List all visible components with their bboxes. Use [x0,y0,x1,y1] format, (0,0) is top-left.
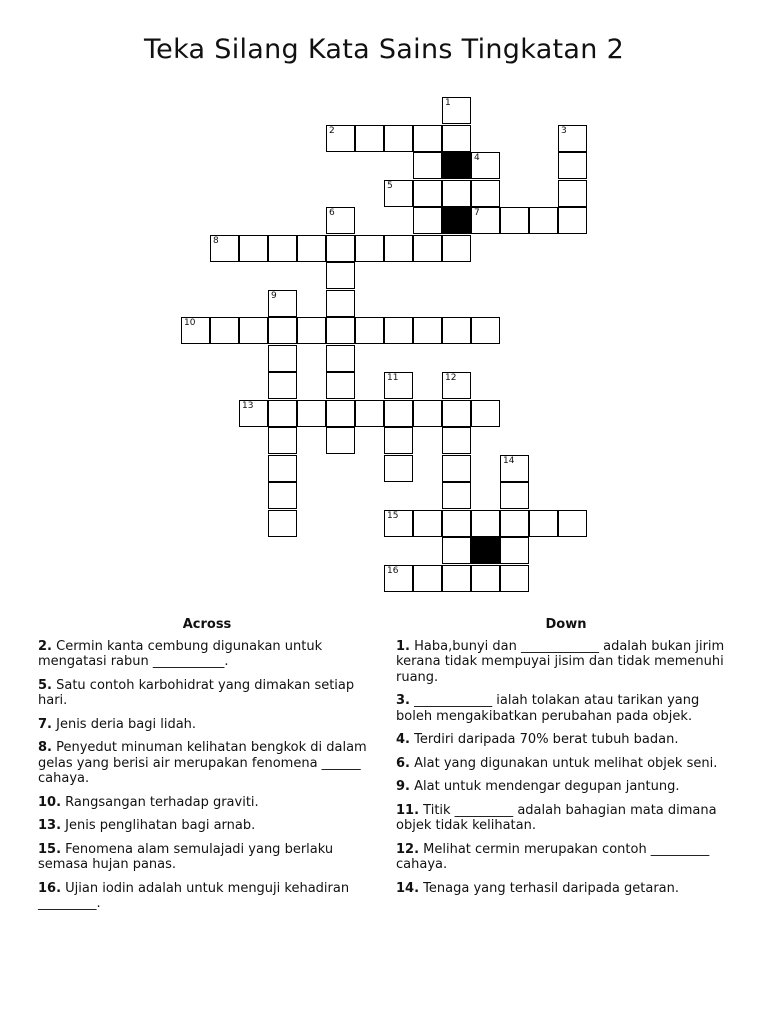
clue-number: 3 [561,126,567,136]
across-clue [38,818,376,834]
grid-cell[interactable] [326,290,355,317]
clue-number-label: 6. [396,755,410,771]
clue-number-label: 3. [396,693,410,708]
grid-cell[interactable] [268,345,297,372]
clue-number-label: 1. [396,638,410,654]
across-clue [38,795,376,811]
puzzle-title: Teka Silang Kata Sains Tingkatan 2 [143,34,625,65]
grid-cell[interactable] [268,510,297,537]
down-clue [396,639,736,686]
clue-text: Tenaga yang terhasil daripada getaran. [419,880,680,896]
down-clue [396,779,736,795]
across-clues [38,617,376,920]
grid-cell[interactable] [413,565,442,592]
down-heading: Down [545,617,587,632]
clue-text: Alat yang digunakan untuk melihat objek seni. [409,755,718,771]
grid-cell[interactable] [355,400,384,427]
grid-cell[interactable] [326,427,355,454]
grid-cell[interactable] [384,427,413,454]
clue-number-label: 8. [38,740,52,755]
clue-number: 6 [329,208,335,218]
grid-cell[interactable] [500,455,529,482]
across-clue [38,842,376,873]
grid-cell[interactable] [384,180,413,207]
clue-number: 13 [242,401,254,411]
clue-number: 8 [213,236,219,246]
grid-cell[interactable] [326,207,355,234]
grid-cell[interactable] [442,537,471,564]
grid-cell[interactable] [471,317,500,344]
grid-cell[interactable] [210,235,239,262]
grid-cell[interactable] [268,482,297,509]
grid-cell[interactable] [471,180,500,207]
grid-cell[interactable] [471,152,500,179]
down-clues [396,617,736,904]
clue-number-label: 15. [38,841,62,857]
grid-cell[interactable] [442,510,471,537]
grid-cell[interactable] [268,400,297,427]
grid-cell[interactable] [471,510,500,537]
grid-cell[interactable] [239,235,268,262]
clue-number: 15 [387,511,399,521]
grid-cell[interactable] [413,152,442,179]
clue-number: 11 [387,373,399,383]
grid-cell[interactable] [442,482,471,509]
down-clue [396,803,736,834]
across-clue-list [38,639,376,912]
grid-cell[interactable] [326,235,355,262]
clue-number-label: 16. [38,880,62,896]
down-clue [396,756,736,772]
clue-number: 5 [387,181,393,191]
grid-cell[interactable] [500,537,529,564]
grid-cell[interactable] [413,207,442,234]
grid-cell[interactable] [500,510,529,537]
grid-cell[interactable] [326,400,355,427]
grid-cell[interactable] [442,427,471,454]
grid-cell[interactable] [268,455,297,482]
grid-cell[interactable] [558,207,587,234]
grid-cell[interactable] [384,125,413,152]
clue-number: 10 [184,318,196,328]
clue-number-label: 4. [396,732,410,747]
down-clue [396,693,736,724]
grid-cell[interactable] [558,180,587,207]
grid-cell[interactable] [500,482,529,509]
grid-cell[interactable] [442,565,471,592]
grid-cell[interactable] [442,125,471,152]
across-clue [38,639,376,670]
black-cell [471,537,500,564]
grid-cell[interactable] [442,97,471,124]
grid-cell[interactable] [384,400,413,427]
grid-cell[interactable] [326,262,355,289]
grid-cell[interactable] [413,317,442,344]
grid-cell[interactable] [384,317,413,344]
clue-number: 2 [329,126,335,136]
clue-text: Jenis penglihatan bagi arnab. [61,818,256,833]
clue-text: Cermin kanta cembung digunakan untuk mengatasi rabun ___________. [38,638,323,669]
grid-cell[interactable] [500,565,529,592]
grid-cell[interactable] [384,510,413,537]
grid-cell[interactable] [384,455,413,482]
across-clue [38,678,376,709]
clue-number-label: 7. [38,716,52,732]
black-cell [442,207,471,234]
grid-cell[interactable] [500,207,529,234]
across-clue [38,881,376,912]
grid-cell[interactable] [326,372,355,399]
down-clue [396,842,736,873]
grid-cell[interactable] [384,235,413,262]
grid-cell[interactable] [558,125,587,152]
clue-number: 1 [445,98,451,108]
black-cell [442,152,471,179]
across-heading: Across [182,617,232,632]
grid-cell[interactable] [471,207,500,234]
grid-cell[interactable] [355,235,384,262]
grid-cell[interactable] [297,235,326,262]
grid-cell[interactable] [442,317,471,344]
clue-text: Jenis deria bagi lidah. [51,716,197,732]
grid-cell[interactable] [413,400,442,427]
grid-cell[interactable] [558,510,587,537]
clue-number: 12 [445,373,457,383]
grid-cell[interactable] [268,372,297,399]
grid-cell[interactable] [239,317,268,344]
grid-cell[interactable] [413,125,442,152]
clue-number-label: 14. [396,880,420,896]
clue-number: 4 [474,153,480,163]
grid-cell[interactable] [268,317,297,344]
grid-cell[interactable] [442,400,471,427]
down-clue [396,732,736,748]
grid-cell[interactable] [297,400,326,427]
grid-cell[interactable] [529,207,558,234]
clue-text: Ujian iodin adalah untuk menguji kehadiran _________. [38,880,350,911]
grid-cell[interactable] [442,180,471,207]
clue-number-label: 10. [38,794,62,810]
grid-cell[interactable] [181,317,210,344]
clue-number-label: 2. [38,638,52,654]
grid-cell[interactable] [268,235,297,262]
down-clue-list [396,639,736,897]
grid-cell[interactable] [355,125,384,152]
grid-cell[interactable] [268,290,297,317]
clue-text: Fenomena alam semulajadi yang berlaku semasa hujan panas. [38,841,334,872]
clue-text: Penyedut minuman kelihatan bengkok di dalam gelas yang berisi air merupakan fenomena ______ cahaya. [38,740,367,786]
clue-text: Melihat cermin merupakan contoh _________ cahaya. [396,841,710,872]
clue-number-label: 13. [38,818,62,833]
grid-cell[interactable] [326,345,355,372]
down-clue [396,881,736,897]
clue-number-label: 11. [396,802,420,818]
grid-cell[interactable] [442,372,471,399]
across-clue [38,717,376,733]
across-clue [38,740,376,787]
grid-cell[interactable] [210,317,239,344]
clue-number: 7 [474,208,480,218]
grid-cell[interactable] [326,125,355,152]
grid-cell[interactable] [413,235,442,262]
clue-number: 16 [387,566,399,576]
grid-cell[interactable] [268,427,297,454]
clue-text: Terdiri daripada 70% berat tubuh badan. [409,732,679,747]
grid-cell[interactable] [442,455,471,482]
clue-number-label: 5. [38,677,52,693]
clue-text: ____________ ialah tolakan atau tarikan yang boleh mengakibatkan perubahan pada objek. [396,693,700,724]
grid-cell[interactable] [355,317,384,344]
clue-number: 14 [503,456,515,466]
clue-text: Alat untuk mendengar degupan jantung. [409,779,680,794]
grid-cell[interactable] [239,400,268,427]
clue-number-label: 9. [396,779,410,794]
grid-cell[interactable] [442,235,471,262]
grid-cell[interactable] [529,510,558,537]
clue-number-label: 12. [396,841,420,857]
grid-cell[interactable] [558,152,587,179]
clue-text: Rangsangan terhadap graviti. [61,794,259,810]
clue-text: Satu contoh karbohidrat yang dimakan setiap hari. [38,677,355,708]
grid-cell[interactable] [384,372,413,399]
clue-text: Titik _________ adalah bahagian mata dimana objek tidak kelihatan. [396,802,717,833]
grid-cell[interactable] [413,510,442,537]
grid-cell[interactable] [471,565,500,592]
grid-cell[interactable] [297,317,326,344]
grid-cell[interactable] [384,565,413,592]
clue-number: 9 [271,291,277,301]
clue-text: Haba,bunyi dan ____________ adalah bukan jirim kerana tidak mempuyai jisim dan tidak memenuhi ruang. [396,638,725,685]
grid-cell[interactable] [471,400,500,427]
grid-cell[interactable] [326,317,355,344]
grid-cell[interactable] [413,180,442,207]
